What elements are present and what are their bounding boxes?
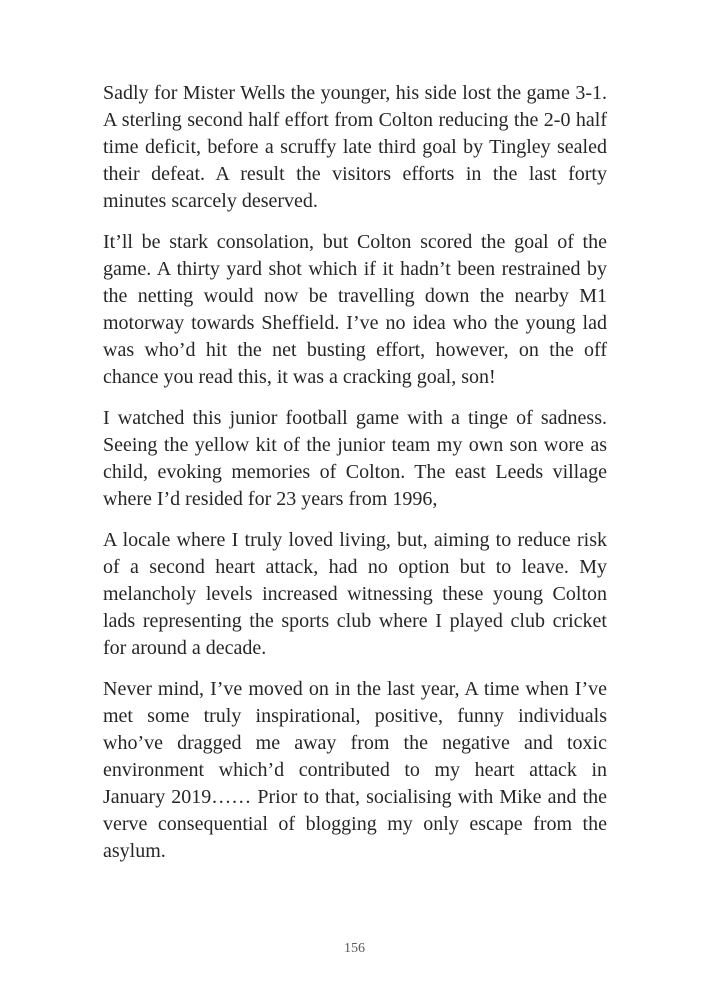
paragraph-4: A locale where I truly loved living, but, aiming to reduce risk of a second heart attack, had no option but to leave. My melancholy levels increased witnessing these young Colton lads representing the sports club where I played club cricket for around a decade. (103, 529, 607, 659)
page-number: 156 (344, 941, 365, 956)
paragraph-1: Sadly for Mister Wells the younger, his side lost the game 3-1. A sterling second half effort from Colton reducing the 2-0 half time deficit, before a scruffy late third goal by Tingley sealed their defeat. A result the visitors efforts in the last forty minutes scarcely deserved. (103, 82, 607, 212)
text-content (103, 80, 607, 879)
paragraph-5: Never mind, I’ve moved on in the last year, A time when I’ve met some truly inspirational, positive, funny individuals who’ve dragged me away from the negative and toxic environment which’d contributed to my heart attack in January 2019…… Prior to that, socialising with Mike and the verve consequential of blogging my only escape from the asylum. (103, 678, 607, 862)
paragraph-3: I watched this junior football game with a tinge of sadness. Seeing the yellow kit of the junior team my own son wore as child, evoking memories of Colton. The east Leeds village where I’d resided for 23 years from 1996, (103, 407, 607, 510)
paragraph-2: It’ll be stark consolation, but Colton scored the goal of the game. A thirty yard shot which if it hadn’t been restrained by the netting would now be travelling down the nearby M1 motorway towards Sheffield. I’ve no idea who the young lad was who’d hit the net busting effort, however, on the off chance you read this, it was a cracking goal, son! (103, 231, 607, 388)
